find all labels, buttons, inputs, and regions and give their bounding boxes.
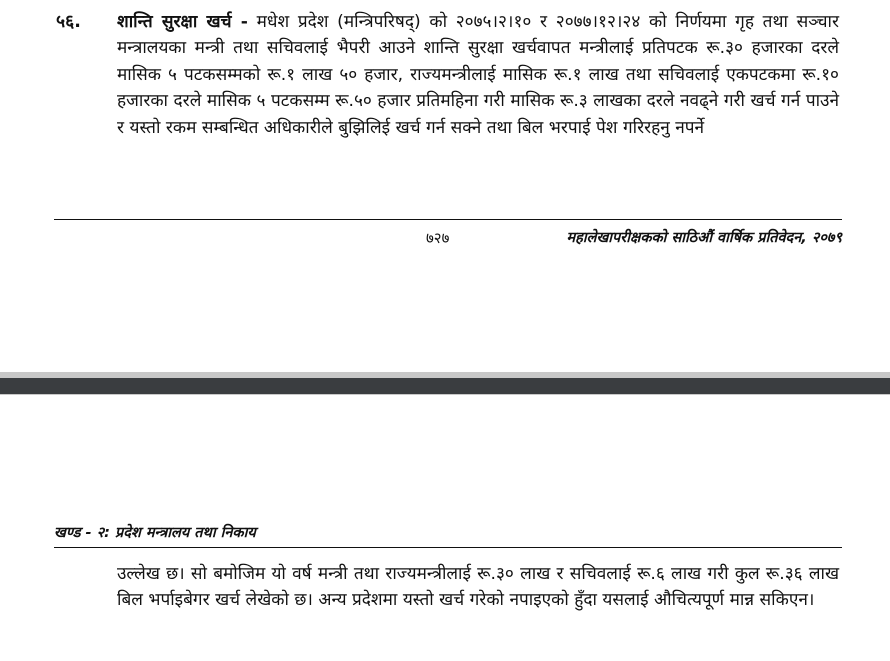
item-title: शान्ति सुरक्षा खर्च - bbox=[117, 12, 248, 32]
page-separator-band bbox=[0, 378, 890, 394]
footer-rule bbox=[54, 219, 842, 220]
item-body: मधेश प्रदेश (मन्त्रिपरिषद्) को २०७५।२।१० र २०७७।१२।२४ को निर्णयमा गृह तथा सञ्चार मन्त्रालयका मन्त्री तथा सचिवलाई भैपरी आउने शान्ति सुरक्षा खर्चवापत मन्त्रीलाई प्रतिपटक रू.३० हजारका दरले मासिक ५ पटकसम्मको रू.१ लाख ५० हजार, राज्यमन्त्रीलाई मासिक रू.१ लाख तथा सचिवलाई एकपटकमा रू.१० हजारका दरले मासिक ५ पटकसम्म रू.५० हजार प्रतिमहिना गरी मासिक रू.३ लाखका दरले नवढ्ने गरी खर्च गर्न पाउने र यस्तो रकम सम्बन्धित अधिकारीले बुझिलिई खर्च गर्न सक्ने तथा बिल भरपाई पेश गरिरहनु नपर्ने bbox=[117, 12, 840, 138]
section-header: खण्ड - २: प्रदेश मन्त्रालय तथा निकाय bbox=[54, 525, 256, 541]
continuation-paragraph: उल्लेख छ। सो बमोजिम यो वर्ष मन्त्री तथा राज्यमन्त्रीलाई रू.३० लाख र सचिवलाई रू.६ लाख गरी कुल रू.३६ लाख बिल भर्पाइबेगर खर्च लेखेको छ। अन्य प्रदेशमा यस्तो खर्च गरेको नपाइएको हुँदा यसलाई औचित्यपूर्ण मान्न सकिएन। bbox=[117, 564, 839, 611]
page-separator bbox=[0, 372, 890, 395]
report-title: महालेखापरीक्षकको साठिऔं वार्षिक प्रतिवेदन, २०७९ bbox=[566, 230, 842, 246]
report-page-bottom bbox=[0, 395, 890, 661]
section-header-rule bbox=[54, 547, 842, 548]
item-number: ५६. bbox=[56, 12, 81, 32]
page-number: ७२७ bbox=[426, 229, 450, 247]
item-paragraph bbox=[117, 9, 839, 141]
